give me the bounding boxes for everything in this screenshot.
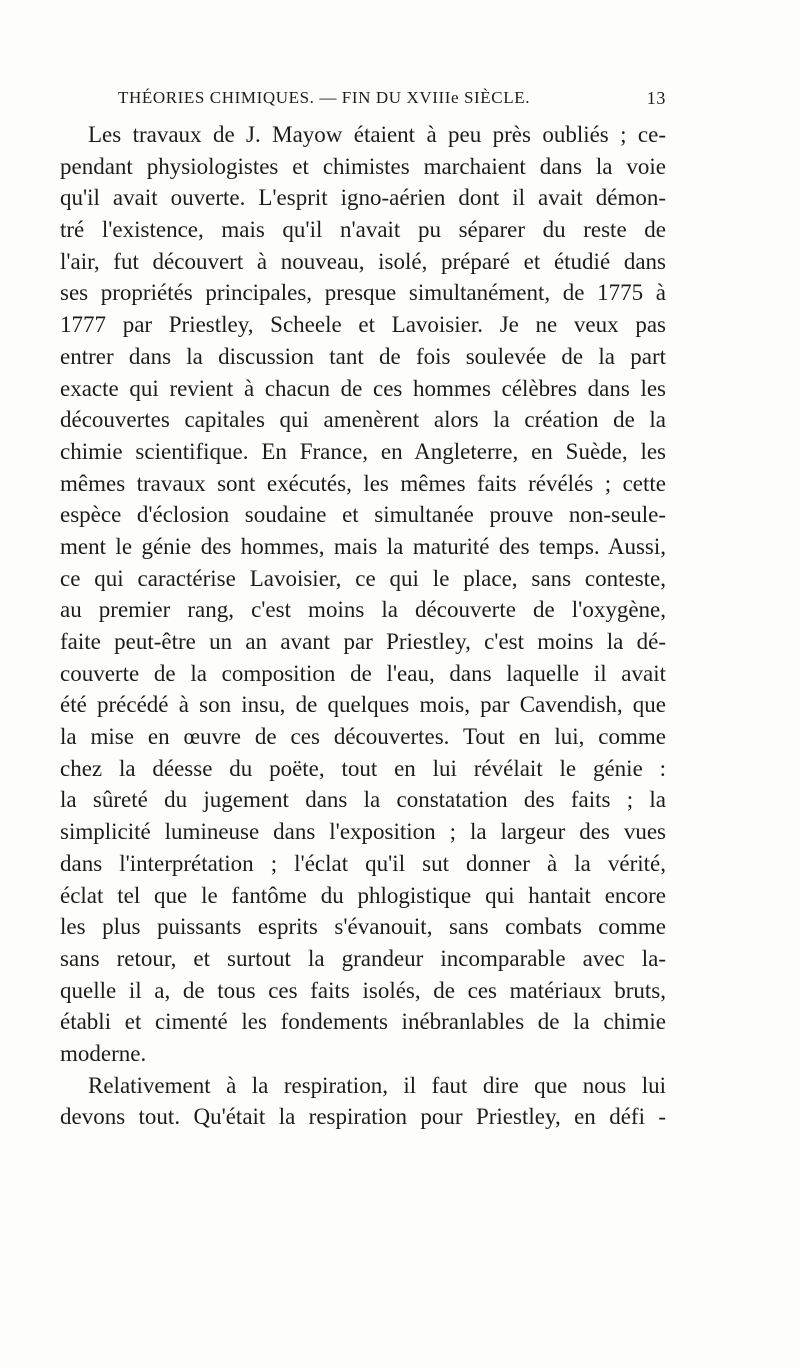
text-line: découvertes capitales qui amenèrent alors la création de la [60, 407, 666, 433]
text-line: moderne. [60, 1040, 147, 1066]
text-line: faite peut-être un an avant par Priestley, c'est moins la dé- [60, 629, 666, 654]
page-number: 13 [646, 88, 666, 108]
text-line: établi et cimenté les fondements inébranlables de la chimie [60, 1009, 666, 1035]
text-line: exacte qui revient à chacun de ces hommes célèbres dans les [60, 375, 666, 401]
text-line: quelle il a, de tous ces faits isolés, de ces matériaux bruts, [60, 977, 666, 1003]
text-line: pendant physiologistes et chimistes marchaient dans la voie [60, 153, 666, 179]
text-line: dans l'interprétation ; l'éclat qu'il sut donner à la vérité, [60, 850, 666, 876]
text-line: les plus puissants esprits s'évanouit, sans combats comme [60, 914, 666, 940]
text-line: devons tout. Qu'était la respiration pour Priestley, en défi - [60, 1104, 666, 1130]
running-head [118, 88, 666, 114]
text-line: couverte de la composition de l'eau, dans laquelle il avait [60, 660, 666, 686]
text-line: espèce d'éclosion soudaine et simultanée prouve non-seule- [60, 502, 666, 528]
text-line: chimie scientifique. En France, en Angleterre, en Suède, les [60, 438, 666, 464]
text-line: ses propriétés principales, presque simultanément, de 1775 à [60, 280, 666, 306]
text-line: mêmes travaux sont exécutés, les mêmes faits révélés ; cette [60, 470, 666, 496]
text-line: été précédé à son insu, de quelques mois, par Cavendish, que [60, 692, 666, 718]
text-line: 1777 par Priestley, Scheele et Lavoisier. Je ne veux pas [60, 312, 666, 338]
body-text [60, 119, 666, 1133]
text-line: au premier rang, c'est moins la découverte de l'oxygène, [60, 597, 666, 623]
text-line: entrer dans la discussion tant de fois soulevée de la part [60, 343, 666, 369]
text-line: chez la déesse du poëte, tout en lui révélait le génie : [60, 755, 666, 781]
text-line: Les travaux de J. Mayow étaient à peu près oubliés ; ce- [88, 122, 666, 147]
text-line: l'air, fut découvert à nouveau, isolé, préparé et étudié dans [60, 248, 666, 274]
text-line: la mise en œuvre de ces découvertes. Tout en lui, comme [60, 724, 666, 750]
text-line: sans retour, et surtout la grandeur incomparable avec la- [60, 945, 666, 971]
text-line: tré l'existence, mais qu'il n'avait pu séparer du reste de [60, 217, 666, 243]
text-line: ce qui caractérise Lavoisier, ce qui le place, sans conteste, [60, 565, 666, 591]
text-line: Relativement à la respiration, il faut dire que nous lui [88, 1072, 666, 1098]
text-line: éclat tel que le fantôme du phlogistique qui hantait encore [60, 882, 666, 908]
text-line: simplicité lumineuse dans l'exposition ; la largeur des vues [60, 819, 666, 845]
running-title: THÉORIES CHIMIQUES. — FIN DU XVIIIe SIÈCLE. [118, 88, 531, 107]
text-line: ment le génie des hommes, mais la maturité des temps. Aussi, [60, 533, 666, 559]
text-line: qu'il avait ouverte. L'esprit igno-aérien dont il avait démon- [60, 185, 666, 211]
text-line: la sûreté du jugement dans la constatation des faits ; la [60, 787, 666, 813]
